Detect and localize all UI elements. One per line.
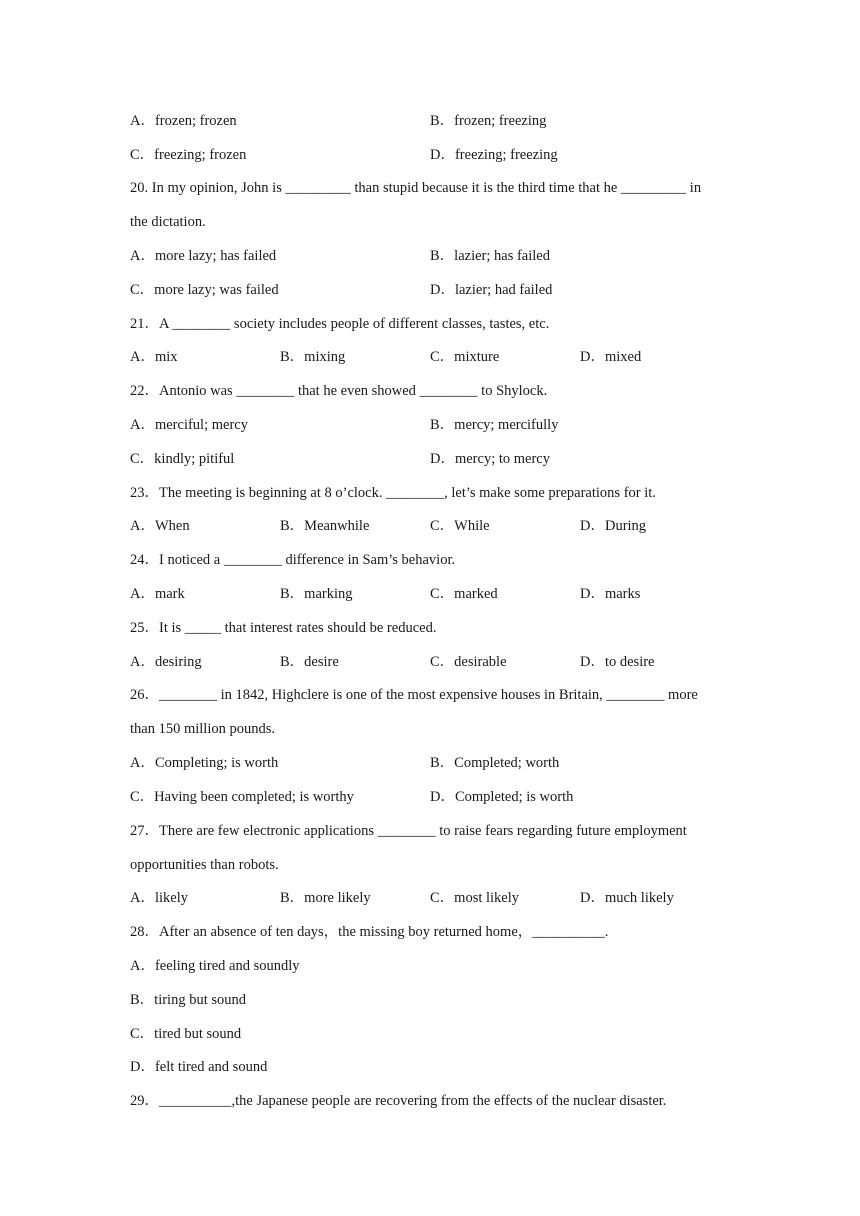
q23-option-b: B．Meanwhile [280, 518, 370, 534]
q23-stem: 23．The meeting is beginning at 8 o’clock. ________, let’s make some preparations for it. [130, 485, 656, 501]
q27-option-c: C．most likely [430, 890, 520, 906]
q24-stem: 24．I noticed a ________ difference in Sam’s behavior. [130, 552, 456, 568]
q26-option-b: B．Completed; worth [430, 755, 560, 771]
q26-stem-line2: than 150 million pounds. [130, 721, 275, 737]
q19-option-b: B．frozen; freezing [430, 113, 547, 129]
q26-option-a: A．Completing; is worth [130, 755, 279, 771]
q26-stem-line1: 26．________ in 1842, Highclere is one of the most expensive houses in Britain, ________ more [130, 687, 698, 703]
q21-option-d: D．mixed [580, 349, 642, 365]
q28-stem: 28．After an absence of ten days，the missing boy returned home，__________. [130, 924, 609, 940]
q25-option-d: D．to desire [580, 654, 655, 670]
q21-option-b: B．mixing [280, 349, 346, 365]
q26-option-d: D．Completed; is worth [430, 789, 574, 805]
q25-option-c: C．desirable [430, 654, 507, 670]
q23-option-d: D．During [580, 518, 647, 534]
q24-option-b: B．marking [280, 586, 353, 602]
q23-option-a: A．When [130, 518, 190, 534]
q22-option-c: C．kindly; pitiful [130, 451, 235, 467]
q20-option-b: B．lazier; has failed [430, 248, 550, 264]
q20-stem-line1: 20. In my opinion, John is _________ than stupid because it is the third time that he _________ in [130, 180, 702, 196]
q22-option-a: A．merciful; mercy [130, 417, 248, 433]
q21-stem: 21．A ________ society includes people of different classes, tastes, etc. [130, 316, 550, 332]
q28-option-c: C．tired but sound [130, 1026, 242, 1042]
q20-stem-line2: the dictation. [130, 214, 206, 230]
q20-option-a: A．more lazy; has failed [130, 248, 277, 264]
q27-option-d: D．much likely [580, 890, 674, 906]
q25-stem: 25．It is _____ that interest rates should be reduced. [130, 620, 437, 636]
q21-option-a: A．mix [130, 349, 178, 365]
q26-option-c: C．Having been completed; is worthy [130, 789, 354, 805]
q29-stem: 29．__________,the Japanese people are recovering from the effects of the nuclear disaster. [130, 1093, 667, 1109]
q22-stem: 22．Antonio was ________ that he even showed ________ to Shylock. [130, 383, 548, 399]
q19-option-a: A．frozen; frozen [130, 113, 237, 129]
q20-option-c: C．more lazy; was failed [130, 282, 279, 298]
q24-option-c: C．marked [430, 586, 498, 602]
q25-option-a: A．desiring [130, 654, 202, 670]
q27-stem-line2: opportunities than robots. [130, 857, 279, 873]
q27-stem-line1: 27．There are few electronic applications ________ to raise fears regarding future employment [130, 823, 687, 839]
q21-option-c: C．mixture [430, 349, 500, 365]
q27-option-b: B．more likely [280, 890, 371, 906]
q22-option-d: D．mercy; to mercy [430, 451, 550, 467]
q28-option-b: B．tiring but sound [130, 992, 247, 1008]
q22-option-b: B．mercy; mercifully [430, 417, 559, 433]
q20-option-d: D．lazier; had failed [430, 282, 553, 298]
q24-option-a: A．mark [130, 586, 185, 602]
q23-option-c: C．While [430, 518, 490, 534]
q28-option-d: D．felt tired and sound [130, 1059, 268, 1075]
q25-option-b: B．desire [280, 654, 339, 670]
q19-option-d: D．freezing; freezing [430, 147, 558, 163]
q24-option-d: D．marks [580, 586, 641, 602]
q28-option-a: A．feeling tired and soundly [130, 958, 300, 974]
q27-option-a: A．likely [130, 890, 188, 906]
q19-option-c: C．freezing; frozen [130, 147, 247, 163]
